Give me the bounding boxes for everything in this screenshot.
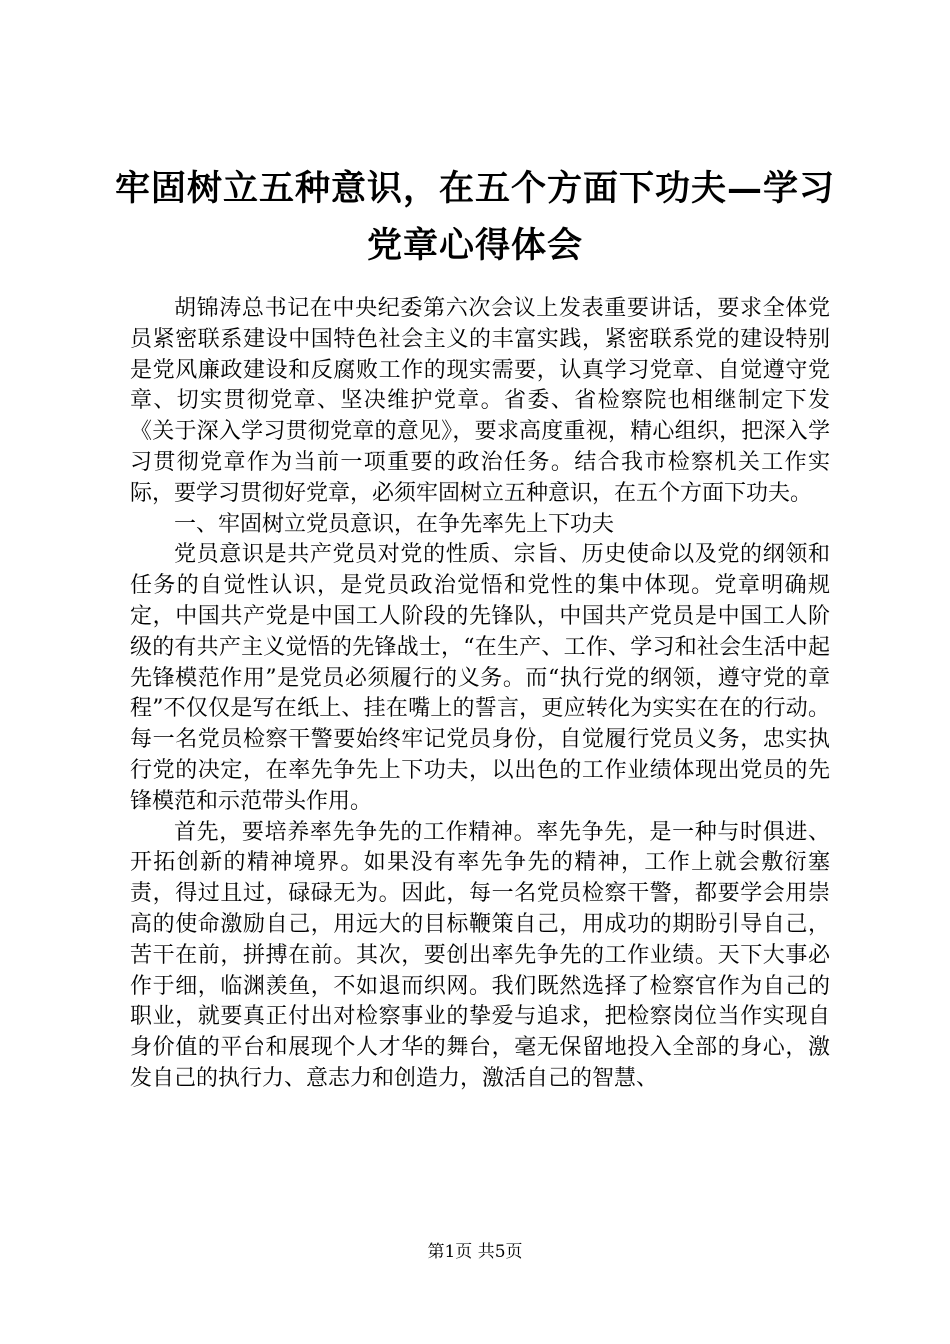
document-title-line-2: 党章心得体会 bbox=[366, 225, 583, 266]
paragraph-work-spirit: 首先，要培养率先争先的工作精神。率先争先，是一种与时俱进、开拓创新的精神境界。如果没有率先争先的精神，工作上就会敷衍塞责，得过且过，碌碌无为。因此，每一名党员检察干警，都要学会用崇高的使命激励自己，用远大的目标鞭策自己，用成功的期盼引导自己，苦干在前，拼搏在前。其次，要创出率先争先的工作业绩。天下大事必作于细，临渊羡鱼，不如退而织网。我们既然选择了检察官作为自己的职业，就要真正付出对检察事业的挚爱与追求，把检察岗位当作实现自身价值的平台和展现个人才华的舞台，毫无保留地投入全部的身心，激发自己的执行力、意志力和创造力，激活自己的智慧、 bbox=[130, 819, 830, 1091]
document-body bbox=[130, 294, 830, 1095]
page-footer: 第1页 共5页 bbox=[427, 1242, 523, 1262]
section-heading-1: 一、牢固树立党员意识，在争先率先上下功夫 bbox=[174, 511, 615, 537]
paragraph-party-awareness: 党员意识是共产党员对党的性质、宗旨、历史使命以及党的纲领和任务的自觉性认识，是党员政治觉悟和党性的集中体现。党章明确规定，中国共产党是中国工人阶段的先锋队，中国共产党员是中国工人阶级的有共产主义觉悟的先锋战士，“在生产、工作、学习和社会生活中起先锋模范作用”是党员必须履行的义务。而“执行党的纲领，遵守党的章程”不仅仅是写在纸上、挂在嘴上的誓言，更应转化为实实在在的行动。每一名党员检察干警要始终牢记党员身份，自觉履行党员义务，忠实执行党的决定，在率先争先上下功夫，以出色的工作业绩体现出党员的先锋模范和示范带头作用。 bbox=[130, 542, 830, 814]
paragraph-intro: 胡锦涛总书记在中央纪委第六次会议上发表重要讲话，要求全体党员紧密联系建设中国特色社会主义的丰富实践，紧密联系党的建设特别是党风廉政建设和反腐败工作的现实需要，认真学习党章、自觉遵守党章、切实贯彻党章、坚决维护党章。省委、省检察院也相继制定下发《关于深入学习贯彻党章的意见》，要求高度重视，精心组织，把深入学习贯彻党章作为当前一项重要的政治任务。结合我市检察机关工作实际，要学习贯彻好党章，必须牢固树立五种意识，在五个方面下功夫。 bbox=[130, 296, 830, 506]
document-title-line-1: 牢固树立五种意识，在五个方面下功夫—学习 bbox=[114, 168, 835, 209]
